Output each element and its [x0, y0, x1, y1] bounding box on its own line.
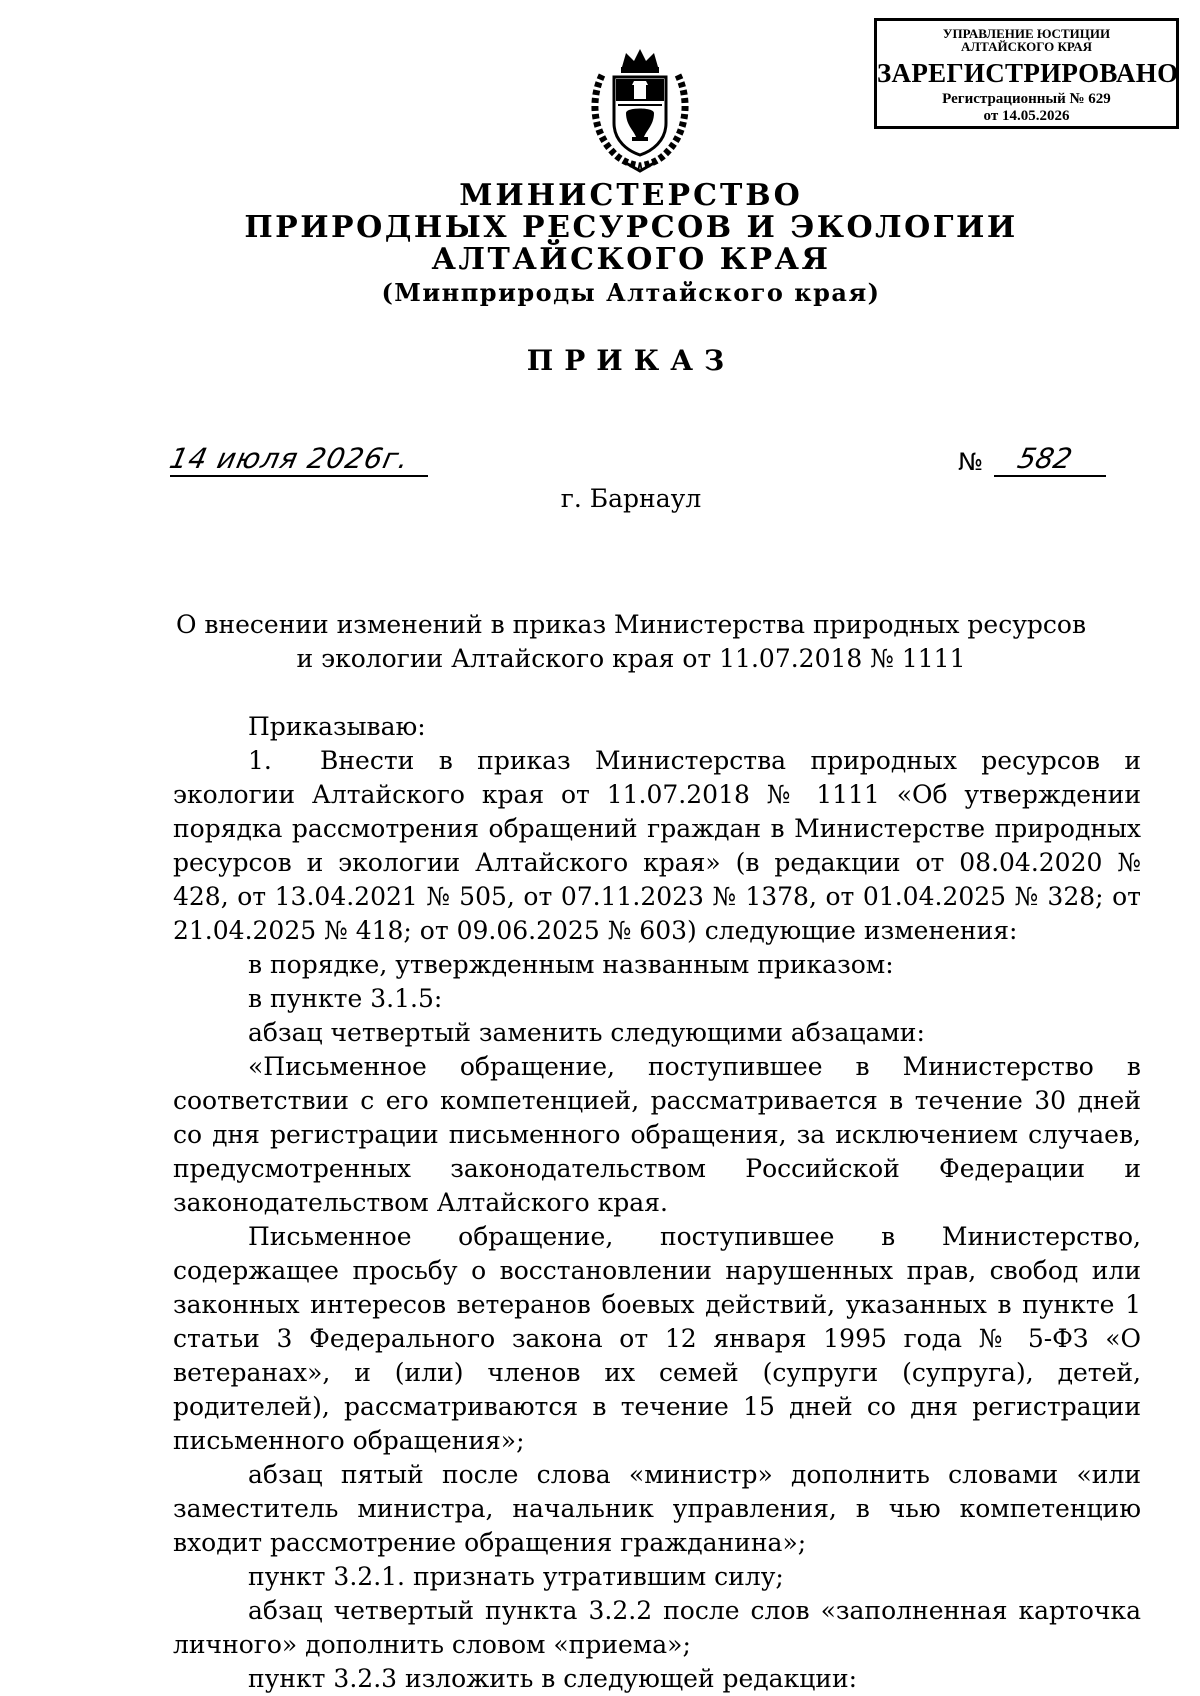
document-number — [994, 444, 1106, 480]
paragraph: «Письменное обращение, поступившее в Министерство в соответствии с его компетенцией, рассматривается в течение 30 дней со дня регистрации письменного обращения, за исключением случаев, предусмотренных законодательством Российской Федерации и законодательством Алтайского края. — [173, 1052, 1141, 1217]
subject-line2: и экологии Алтайского края от 11.07.2018 № 1111 — [296, 644, 966, 673]
number-label: № — [958, 448, 983, 476]
header-ministry: МИНИСТЕРСТВО — [459, 178, 803, 213]
stamp-reg-number: Регистрационный № 629 — [942, 91, 1111, 107]
date-underline — [170, 475, 428, 477]
paragraph: абзац четвертый пункта 3.2.2 после слов «заполненная карточка личного» дополнить словом «приема»; — [173, 1596, 1141, 1659]
document-date — [166, 442, 430, 480]
header-ministry-name: ПРИРОДНЫХ РЕСУРСОВ И ЭКОЛОГИИ — [244, 210, 1018, 245]
document-type: ПРИКАЗ — [526, 344, 736, 377]
registration-stamp — [874, 18, 1179, 129]
order-intro: Приказываю: — [248, 712, 426, 741]
paragraph: пункт 3.2.1. признать утратившим силу; — [248, 1562, 784, 1591]
stamp-authority-line1: УПРАВЛЕНИЕ ЮСТИЦИИ — [942, 26, 1111, 41]
paragraph: абзац четвертый заменить следующими абзацами: — [248, 1018, 925, 1047]
order-item-1 — [173, 744, 1141, 948]
number-underline — [994, 475, 1106, 477]
stamp-authority-line2: АЛТАЙСКОГО КРАЯ — [961, 39, 1092, 54]
item-number: 1. — [248, 746, 272, 775]
paragraph: Письменное обращение, поступившее в Министерство, содержащее просьбу о восстановлении нарушенных прав, свобод или законных интересов ветеранов боевых действий, указанных в пункте 1 статьи 3 Федерального закона от 12 января 1995 года № 5-ФЗ «О ветеранах», и (или) членов их семей (супруги (супруга), детей, родителей), рассматриваются в течение 15 дней со дня регистрации письменного обращения»; — [173, 1222, 1141, 1455]
paragraph: в порядке, утвержденным названным приказом: — [248, 950, 894, 979]
subject-line1: О внесении изменений в приказ Министерства природных ресурсов — [175, 610, 1087, 639]
document-body — [173, 710, 1141, 1696]
header-short-name: (Минприроды Алтайского края) — [381, 278, 881, 307]
handwritten-date: 14 июля 2026г. — [166, 442, 413, 475]
paragraph: в пункте 3.1.5: — [248, 984, 443, 1013]
paragraph: пункт 3.2.3 изложить в следующей редакции: — [248, 1664, 858, 1693]
stamp-status: ЗАРЕГИСТРИРОВАНО — [877, 58, 1179, 88]
stamp-reg-date: от 14.05.2026 — [983, 108, 1070, 124]
item-text: Внести в приказ Министерства природных ресурсов и экологии Алтайского края от 11.07.2018 № 1111 «Об утверждении порядка рассмотрения обращений граждан в Министерстве природных ресурсов и экологии Алтайского края» (в редакции от 08.04.2020 № 428, от 13.04.2021 № 505, от 07.11.2023 № 1378, от 01.04.2025 № 328; от 21.04.2025 № 418; от 09.06.2025 № 603) следующие изменения: — [173, 746, 1141, 945]
city: г. Барнаул — [560, 484, 702, 513]
handwritten-number: 582 — [1014, 442, 1076, 475]
header-region: АЛТАЙСКОГО КРАЯ — [431, 242, 831, 277]
paragraph: абзац пятый после слова «министр» дополнить словами «или заместитель министра, начальник управления, в чью компетенцию входит рассмотрение обращения гражданина»; — [173, 1460, 1141, 1557]
coat-of-arms-icon — [588, 45, 692, 175]
